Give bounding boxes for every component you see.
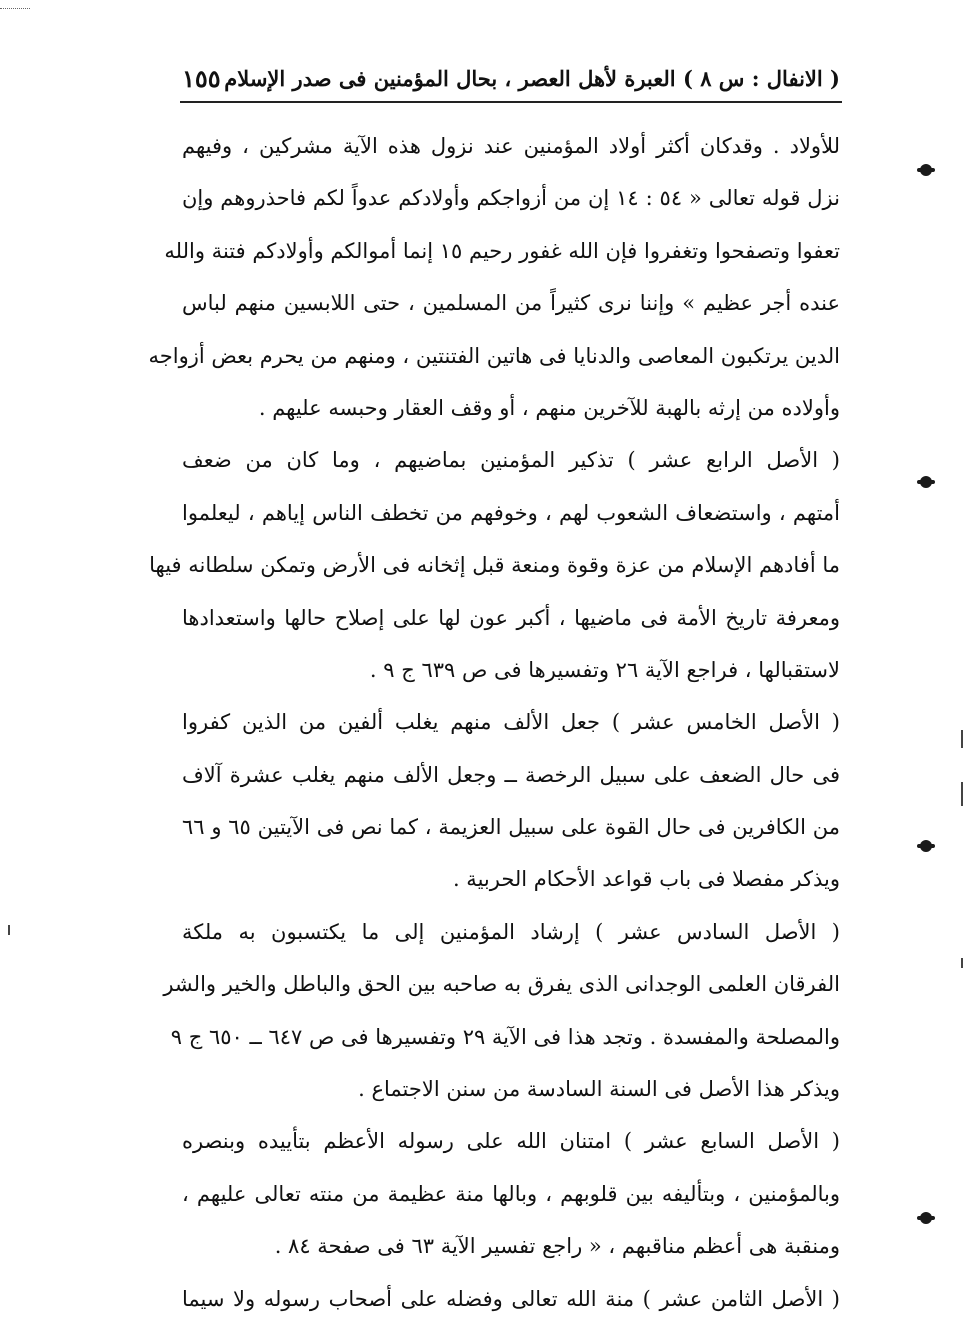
margin-scan-mark bbox=[961, 730, 963, 748]
text-line: ( الأصل السابع عشر ) امتنان الله على رسوله الأعظم بتأييده وبنصره bbox=[182, 1129, 840, 1154]
binding-hole-mark bbox=[920, 476, 932, 488]
binding-hole-mark bbox=[920, 1212, 932, 1224]
text-line: وأولاده من إرثه بالهبة للآخرين منهم ، أو وقف العقار وحبسه عليهم . bbox=[258, 395, 840, 420]
text-line: نزل قوله تعالى « ٥٤ : ١٤ إن من أزواجكم وأولادكم عدواً لكم فاحذروهم وإن bbox=[182, 186, 840, 211]
header-title: ( الانفال : س ٨ ) العبرة لأهل العصر ، بحال المؤمنين فى صدر الإسلام bbox=[224, 65, 840, 91]
margin-scan-mark bbox=[961, 782, 963, 806]
text-line: ( الأصل الثامن عشر ) منة الله تعالى وفضله على أصحاب رسوله ولا سيما bbox=[182, 1286, 840, 1311]
binding-hole-mark bbox=[920, 840, 932, 852]
binding-hole-mark bbox=[920, 164, 932, 176]
text-line: للأولاد . وقدكان أكثر أولاد المؤمنين عند نزول هذه الآية مشركين ، وفيهم bbox=[182, 134, 840, 158]
margin-scan-mark bbox=[961, 958, 963, 968]
text-line: عنده أجر عظيم » وإننا نرى كثيراً من المسلمين ، حتى اللابسين منهم لباس bbox=[182, 291, 840, 316]
text-line: ويذكر هذا الأصل فى السنة السادسة من سنن الاجتماع . bbox=[358, 1077, 840, 1102]
text-line: لاستقبالها ، فراجع الآية ٢٦ وتفسيرها فى ص ٦٣٩ ج ٩ . bbox=[369, 657, 840, 682]
text-line: ( الأصل الخامس عشر ) جعل الألف منهم يغلب ألفين من الذين كفروا bbox=[182, 710, 840, 735]
text-line: فى حال الضعف على سبيل الرخصة ــ وجعل الألف منهم يغلب عشرة آلاف bbox=[182, 762, 840, 787]
header-rule bbox=[180, 101, 842, 103]
text-line: ( الأصل الرابع عشر ) تذكير المؤمنين بماضيهم ، وما كان من ضعف bbox=[182, 448, 840, 473]
corner-scan-mark bbox=[0, 8, 30, 9]
text-line: تعفوا وتصفحوا وتغفروا فإن الله غفور رحيم ١٥ إنما أموالكم وأولادكم فتنة والله bbox=[164, 238, 840, 263]
text-line: أمتهم ، واستضعاف الشعوب لهم ، وخوفهم من تخطف الناس إياهم ، ليعلموا bbox=[182, 500, 840, 525]
page-number: ١٥٥ bbox=[182, 63, 221, 93]
text-line: من الكافرين فى حال القوة على سبيل العزيمة ، كما نص فى الآيتين ٦٥ و ٦٦ bbox=[182, 815, 840, 840]
text-line: وبالمؤمنين ، وبتأليفه بين قلوبهم ، وبالها منة عظيمة من منته تعالى عليهم ، bbox=[182, 1181, 840, 1206]
body-text bbox=[148, 120, 840, 1325]
text-line: ويذكر مفصلا فى باب قواعد الأحكام الحربية . bbox=[452, 867, 840, 892]
text-line: ( الأصل السادس عشر ) إرشاد المؤمنين إلى ما يكتسبون به ملكة bbox=[182, 919, 840, 944]
running-header bbox=[182, 58, 840, 98]
text-line: الدين يرتكبون المعاصى والدنايا فى هاتين الفتنتين ، ومنهم من يحرم بعض أزواجه bbox=[148, 343, 840, 368]
margin-scan-mark bbox=[8, 925, 10, 935]
text-line: الفرقان العلمى الوجدانى الذى يفرق به صاحبه بين الحق والباطل والخير والشر bbox=[163, 972, 840, 997]
text-line: ومعرفة تاريخ الأمة فى ماضيها ، أكبر عون لها على إصلاح حالها واستعدادها bbox=[182, 605, 840, 630]
text-line: والمصلحة والمفسدة . وتجد هذا فى الآية ٢٩ وتفسيرها فى ص ٦٤٧ ــ ٦٥٠ ج ٩ bbox=[170, 1024, 840, 1049]
text-line: ما أفادهم الإسلام من عزة وقوة ومنعة قبل إثخانه فى الأرض وتمكن سلطانه فيها bbox=[149, 553, 840, 578]
text-line: ومنقبة هى أعظم مناقبهم ، « راجع تفسير الآية ٦٣ فى صفحة ٨٤ . bbox=[274, 1234, 840, 1259]
